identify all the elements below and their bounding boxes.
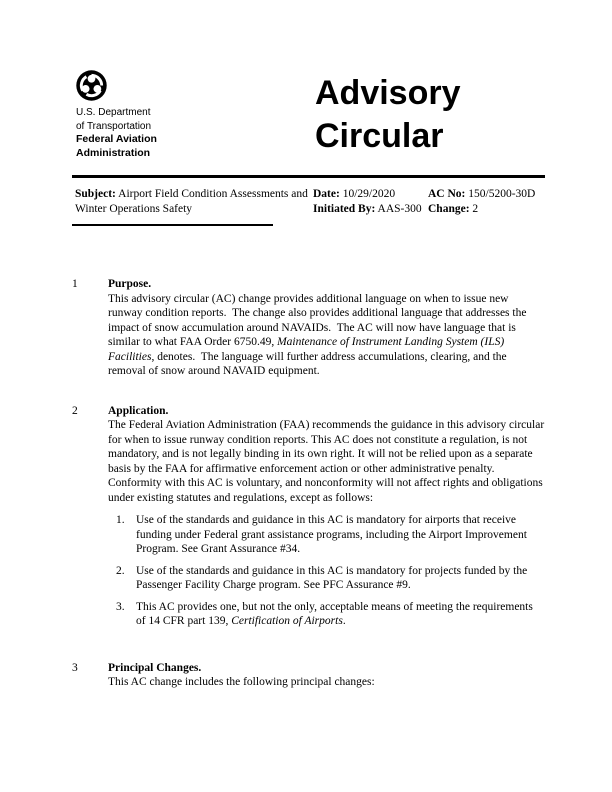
initiated-by-value: AAS-300 [377, 202, 422, 215]
change-label: Change: [428, 202, 470, 215]
list-item-number: 3. [116, 600, 125, 613]
section-paragraph: The Federal Aviation Administration (FAA) recommends the guidance in this advisory circular for when to issue runway condition reports. This AC does not constitute a regulation, is not mandatory, and is not legally binding in its own right. It will not be relied upon as a separate basis by the FAA for affirmative enforcement action or other administrative penalty. Conformity with this AC is voluntary, and nonconformity will not affect rights and obligations under existing statutes and regulations, except as follows: [108, 419, 548, 504]
document-title [315, 72, 461, 158]
agency-line-3: Federal Aviation [76, 133, 157, 145]
list-item-text: This AC provides one, but not the only, acceptable means of meeting the requirements of 14 CFR part 139, Certification of Airports. [136, 600, 536, 627]
section-heading: Principal Changes. [108, 661, 202, 674]
ac-no-label: AC No: [428, 188, 466, 200]
list-item-text: Use of the standards and guidance in this AC is mandatory for projects funded by the Passenger Facility Charge program. See PFC Assurance #9. [136, 564, 531, 591]
meta-initiated-row [313, 202, 428, 217]
section-purpose [72, 277, 545, 379]
section-paragraph: This advisory circular (AC) change provides additional language on when to issue new runway condition reports. The change also provides additional language that addresses the impact of snow accumulation around NAVAIDs. The AC will now have language that is similar to what FAA Order 6750.49, Maintenance of Instrument Landing System (ILS) Facilities, denotes. The language will further address accumulations, clearing, and the removal of snow around NAVAID equipment. [108, 292, 530, 377]
section-heading: Purpose. [108, 278, 152, 290]
section-number: 3 [72, 661, 78, 674]
initiated-by-label: Initiated By: [313, 202, 376, 215]
agency-line-1: U.S. Department [76, 107, 151, 118]
agency-line-4: Administration [76, 146, 151, 159]
agency-block [76, 70, 276, 160]
meta-date-row [313, 187, 428, 202]
section-content [108, 661, 545, 690]
meta-acno-row [428, 187, 547, 202]
usdot-logo-icon [76, 70, 107, 101]
section-paragraph: This AC change includes the following principal changes: [108, 676, 375, 688]
document-title-line-2: Circular [315, 117, 444, 155]
list-item-number: 1. [116, 514, 125, 526]
section-content [108, 404, 548, 636]
subject-underline [72, 224, 273, 226]
header-divider [72, 175, 545, 178]
section-number: 2 [72, 404, 78, 417]
list-item [108, 600, 545, 629]
list-item [108, 513, 545, 557]
meta-acno-column [428, 187, 547, 216]
subject-value: Airport Field Condition Assessments and Winter Operations Safety [75, 188, 308, 215]
application-list [108, 513, 545, 629]
section-application [72, 404, 548, 636]
change-value: 2 [472, 202, 479, 215]
list-item [108, 564, 545, 593]
meta-subject [75, 187, 313, 216]
meta-date-column [313, 187, 428, 216]
date-label: Date: [313, 188, 340, 200]
list-item-number: 2. [116, 564, 125, 577]
section-number: 1 [72, 278, 78, 290]
agency-line-2: of Transportation [76, 120, 152, 132]
ac-no-value: 150/5200-30D [468, 188, 536, 200]
section-principal-changes [72, 661, 545, 690]
subject-label: Subject: [75, 188, 116, 200]
date-value: 10/29/2020 [342, 188, 396, 200]
list-item-text: Use of the standards and guidance in this AC is mandatory for airports that receive funding under Federal grant assistance programs, including the Airport Improvement Program. See Grant Assurance #34. [136, 514, 530, 555]
section-heading: Application. [108, 404, 169, 417]
section-content [108, 277, 545, 379]
meta-block [75, 187, 547, 216]
meta-change-row [428, 202, 547, 217]
document-body [72, 277, 548, 715]
document-title-line-1: Advisory [315, 74, 461, 112]
